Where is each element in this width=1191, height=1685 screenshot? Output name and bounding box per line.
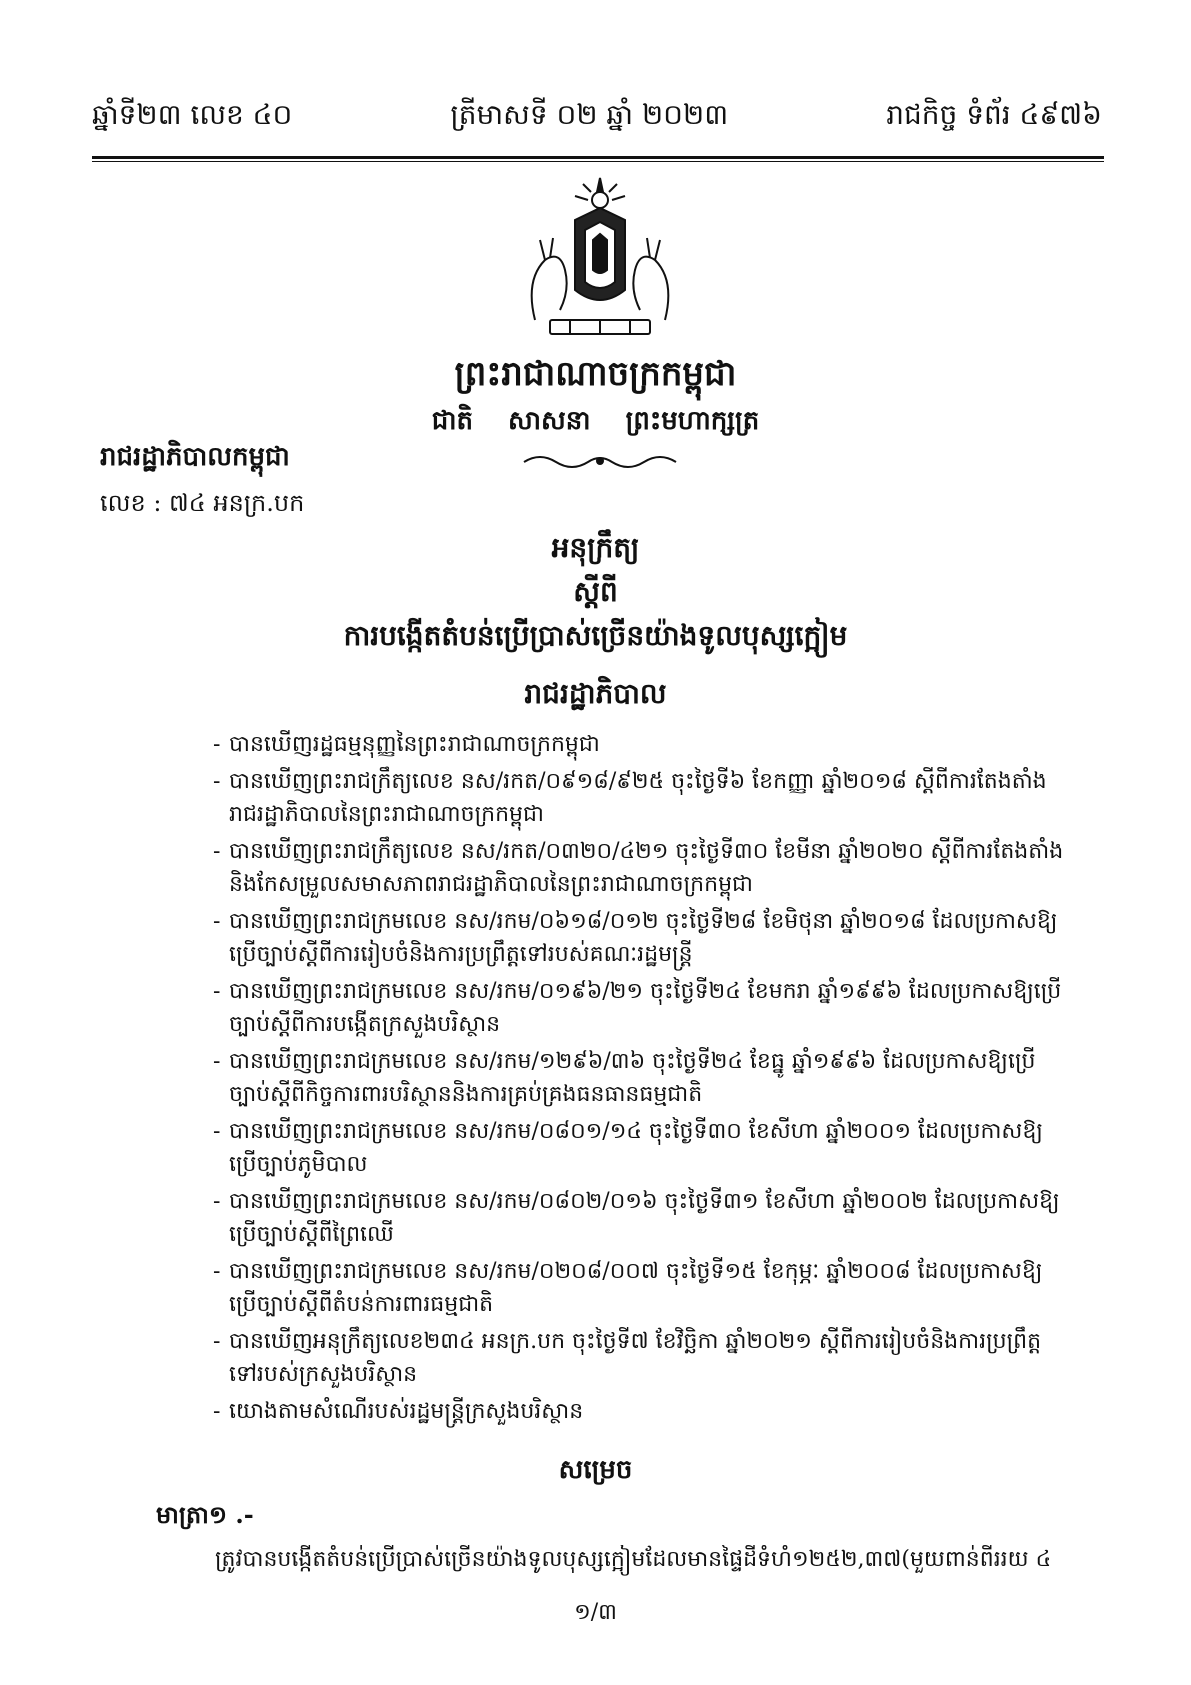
legal-citations-list xyxy=(215,728,1065,1432)
header-divider xyxy=(92,156,1104,162)
citation-item: - បានឃើញព្រះរាជក្រមលេខ នស/រកម/០៦១៨/០១២ ចុះថ្ងៃទី២៨ ខែមិថុនា ឆ្នាំ២០១៨ ដែលប្រកាសឱ្យប្រើច្បាប់ស្ដីពីការរៀបចំនិងការប្រព្រឹត្តទៅរបស់គណៈរដ្ឋមន្ត្រី xyxy=(215,905,1065,971)
gazette-page-number: រាជកិច្ច ទំព័រ ៤៩៧៦ xyxy=(886,97,1102,131)
article-heading: មាត្រា១ .- xyxy=(156,1500,254,1529)
gazette-year-issue: ឆ្នាំទី២៣ លេខ ៤០ xyxy=(92,97,293,131)
document-type: អនុក្រឹត្យ xyxy=(551,531,640,564)
ornament-divider-icon xyxy=(520,450,680,472)
citation-item: - បានឃើញព្រះរាជក្រមលេខ នស/រកម/១២៩៦/៣៦ ចុះថ្ងៃទី២៤ ខែធ្នូ ឆ្នាំ១៩៩៦ ដែលប្រកាសឱ្យប្រើច្បាប់ស្ដីពីកិច្ចការពារបរិស្ថាននិងការគ្រប់គ្រងធនធានធម្មជាតិ xyxy=(215,1045,1065,1111)
royal-arms-emblem-icon xyxy=(505,170,695,345)
kingdom-name: ព្រះរាជាណាចក្រកម្ពុជា xyxy=(454,354,737,394)
page-number: ១/៣ xyxy=(574,1600,617,1625)
citation-item: - បានឃើញព្រះរាជក្រមលេខ នស/រកម/០៨០១/១៤ ចុះថ្ងៃទី៣០ ខែសីហា ឆ្នាំ២០០១ ដែលប្រកាសឱ្យប្រើច្បាប់ភូមិបាល xyxy=(215,1115,1065,1181)
national-motto xyxy=(0,404,1191,442)
issuer-heading: រាជរដ្ឋាភិបាល xyxy=(524,677,667,710)
citation-item: - បានឃើញរដ្ឋធម្មនុញ្ញនៃព្រះរាជាណាចក្រកម្ពុជា xyxy=(215,728,1065,761)
motto-religion: សាសនា xyxy=(508,406,591,436)
gazette-header xyxy=(92,92,1102,142)
motto-king: ព្រះមហាក្សត្រ xyxy=(625,406,760,436)
article-text: ត្រូវបានបង្កើតតំបន់ប្រើប្រាស់ច្រើនយ៉ាងទូលបុស្សក្អៀមដែលមានផ្ទៃដីទំហំ១២៥២,៣៧(មួយពាន់ពីររយ ៤ xyxy=(215,1547,1052,1572)
motto-nation: ជាតិ xyxy=(431,406,473,436)
decision-heading: សម្រេច xyxy=(558,1455,633,1485)
citation-item: - បានឃើញព្រះរាជក្រមលេខ នស/រកម/០២០៨/០០៧ ចុះថ្ងៃទី១៥ ខែកុម្ភៈ ឆ្នាំ២០០៨ ដែលប្រកាសឱ្យប្រើច្បាប់ស្ដីពីតំបន់ការពារធម្មជាតិ xyxy=(215,1255,1065,1321)
gazette-date: ត្រីមាសទី ០២ ឆ្នាំ ២០២៣ xyxy=(450,97,729,131)
citation-item: - បានឃើញព្រះរាជក្រឹត្យលេខ នស/រកត/០៣២០/៤២១ ចុះថ្ងៃទី៣០ ខែមីនា ឆ្នាំ២០២០ ស្ដីពីការតែងតាំងនិងកែសម្រួលសមាសភាពរាជរដ្ឋាភិបាលនៃព្រះរាជាណាចក្រកម្ពុជា xyxy=(215,835,1065,901)
citation-item: - បានឃើញព្រះរាជក្រឹត្យលេខ នស/រកត/០៩១៨/៩២៥ ចុះថ្ងៃទី៦ ខែកញ្ញា ឆ្នាំ២០១៨ ស្ដីពីការតែងតាំងរាជរដ្ឋាភិបាលនៃព្រះរាជាណាចក្រកម្ពុជា xyxy=(215,765,1065,831)
citation-item: - បានឃើញព្រះរាជក្រមលេខ នស/រកម/០១៩៦/២១ ចុះថ្ងៃទី២៤ ខែមករា ឆ្នាំ១៩៩៦ ដែលប្រកាសឱ្យប្រើច្បាប់ស្ដីពីការបង្កើតក្រសួងបរិស្ថាន xyxy=(215,975,1065,1041)
document-about: ស្ដីពី xyxy=(573,575,618,608)
document-subject: ការបង្កើតតំបន់ប្រើប្រាស់ច្រើនយ៉ាងទូលបុស្សក្អៀម xyxy=(343,619,848,652)
issuing-body-name: រាជរដ្ឋាភិបាលកម្ពុជា xyxy=(100,442,290,472)
citation-item: - យោងតាមសំណើរបស់រដ្ឋមន្ត្រីក្រសួងបរិស្ថាន xyxy=(215,1395,1065,1428)
document-number: លេខ : ៧៤ អនក្រ.បក xyxy=(100,489,305,517)
citation-item: - បានឃើញអនុក្រឹត្យលេខ២៣៤ អនក្រ.បក ចុះថ្ងៃទី៧ ខែវិច្ឆិកា ឆ្នាំ២០២១ ស្ដីពីការរៀបចំនិងការប្រព្រឹត្តទៅរបស់ក្រសួងបរិស្ថាន xyxy=(215,1325,1065,1391)
citation-item: - បានឃើញព្រះរាជក្រមលេខ នស/រកម/០៨០២/០១៦ ចុះថ្ងៃទី៣១ ខែសីហា ឆ្នាំ២០០២ ដែលប្រកាសឱ្យប្រើច្បាប់ស្ដីពីព្រៃឈើ xyxy=(215,1185,1065,1251)
